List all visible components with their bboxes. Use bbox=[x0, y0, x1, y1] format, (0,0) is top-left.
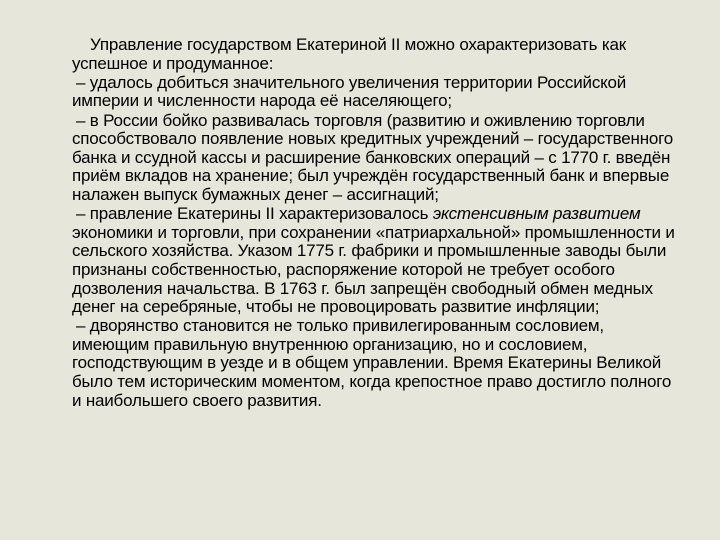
nobility-paragraph: – дворянство становится не только привилегированным сословием, имеющим правильную внутреннюю организацию, но и сословием, господствующим в уезде и в общем управлении. Время Екатерины Великой было тем историческим моментом, когда крепостное право достигло полного и наибольшего своего развития. bbox=[72, 316, 672, 410]
intro-paragraph: Управление государством Екатериной II можно охарактеризовать как успешное и продуманное: bbox=[72, 35, 626, 73]
economy-emphasis: экстенсивным развитием bbox=[432, 204, 641, 224]
text-body bbox=[72, 36, 682, 410]
economy-text-end: экономики и торговли, при сохранении «патриархальной» промышленности и сельского хозяйства. Указом 1775 г. фабрики и промышленные заводы были признаны собственностью, распоряжение которой не требует особого дозволения начальства. В 1763 г. был запрещён свободный обмен медных денег на серебряные, чтобы не провоцировать развитие инфляции; bbox=[72, 222, 675, 317]
economy-text-start: – правление Екатерины II характеризовалось bbox=[76, 204, 433, 224]
territory-paragraph: – удалось добиться значительного увеличения территории Российской империи и численности народа её населяющего; bbox=[72, 72, 627, 111]
economy-paragraph bbox=[72, 205, 682, 317]
trade-paragraph: – в России бойко развивалась торговля (развитию и оживлению торговли способствовало появление новых кредитных учреждений – государственного банка и ссудной кассы и расширение банковских операций – с 1770 г. введён приём вкладов на хранение; был учреждён государственный банк и впервые налажен выпуск бумажных денег – ассигнаций; bbox=[72, 110, 674, 204]
